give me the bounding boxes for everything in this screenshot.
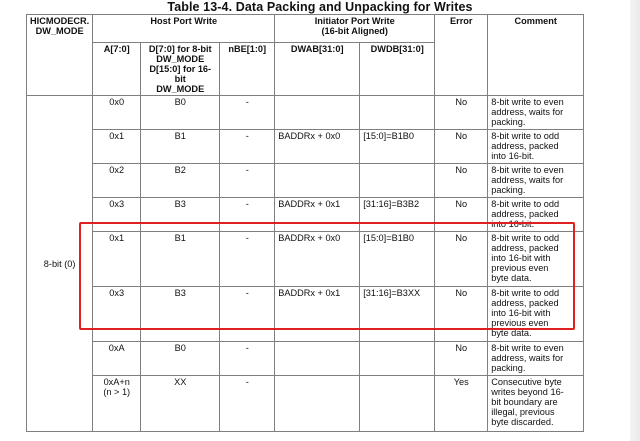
addr-cell: 0x3 <box>93 198 141 232</box>
error-cell: No <box>435 130 488 164</box>
page-edge <box>630 0 640 441</box>
dwab-cell <box>275 96 360 130</box>
addr-cell: 0x3 <box>93 287 141 342</box>
dwdb-cell <box>360 342 435 376</box>
dwdb-cell: [31:16]=B3B2 <box>360 198 435 232</box>
comment-cell: 8-bit write to odd address, packed into 16-bit. <box>488 198 584 232</box>
header-data-text: D[7:0] for 8-bit DW_MODE D[15:0] for 16-bit DW_MODE <box>148 44 212 94</box>
table-row <box>27 198 584 232</box>
header-nbe-text: nBE[1:0] <box>228 44 267 54</box>
addr-cell: 0x1 <box>93 130 141 164</box>
table-row <box>27 130 584 164</box>
dwdb-cell: [31:16]=B3XX <box>360 287 435 342</box>
error-cell: No <box>435 342 488 376</box>
dwab-cell: BADDRx + 0x0 <box>275 232 360 287</box>
comment-cell: 8-bit write to odd address, packed into 16-bit with previous even byte data. <box>488 232 584 287</box>
header-dwdb <box>360 43 435 96</box>
comment-cell: 8-bit write to odd address, packed into 16-bit with previous even byte data. <box>488 287 584 342</box>
error-cell: No <box>435 198 488 232</box>
data-packing-table <box>26 14 584 432</box>
header-addr-text: A[7:0] <box>103 44 130 54</box>
error-cell: Yes <box>435 376 488 432</box>
data-cell: XX <box>141 376 220 432</box>
nbe-cell: - <box>220 130 275 164</box>
error-cell: No <box>435 164 488 198</box>
data-cell: B0 <box>141 342 220 376</box>
header-initiator-text: Initiator Port Write (16-bit Aligned) <box>314 16 395 36</box>
header-addr <box>93 43 141 96</box>
comment-cell: 8-bit write to even address, waits for packing. <box>488 164 584 198</box>
error-cell: No <box>435 287 488 342</box>
data-cell: B0 <box>141 96 220 130</box>
comment-cell: 8-bit write to even address, waits for packing. <box>488 96 584 130</box>
header-data <box>141 43 220 96</box>
header-dwdb-text: DWDB[31:0] <box>370 44 424 54</box>
table-body <box>27 96 584 432</box>
header-mode-text: HICMODECR. DW_MODE <box>30 16 90 36</box>
nbe-cell: - <box>220 287 275 342</box>
dwab-cell <box>275 376 360 432</box>
table-row <box>27 287 584 342</box>
header-initiator-port-write <box>275 15 435 43</box>
addr-cell: 0xA <box>93 342 141 376</box>
nbe-cell: - <box>220 342 275 376</box>
header-error <box>435 15 488 96</box>
addr-cell: 0x1 <box>93 232 141 287</box>
addr-cell: 0xA+n (n > 1) <box>93 376 141 432</box>
nbe-cell: - <box>220 376 275 432</box>
table-row <box>27 376 584 432</box>
dwab-cell: BADDRx + 0x1 <box>275 287 360 342</box>
dwab-cell <box>275 164 360 198</box>
addr-cell: 0x2 <box>93 164 141 198</box>
nbe-cell: - <box>220 164 275 198</box>
error-cell: No <box>435 96 488 130</box>
data-cell: B3 <box>141 198 220 232</box>
table-row <box>27 232 584 287</box>
table-row <box>27 96 584 130</box>
header-nbe <box>220 43 275 96</box>
header-mode <box>27 15 93 96</box>
header-dwab-text: DWAB[31:0] <box>290 44 344 54</box>
header-comment <box>488 15 584 96</box>
dwdb-cell <box>360 376 435 432</box>
mode-value-cell: 8-bit (0) <box>27 96 93 432</box>
nbe-cell: - <box>220 96 275 130</box>
dwdb-cell: [15:0]=B1B0 <box>360 130 435 164</box>
dwab-cell: BADDRx + 0x0 <box>275 130 360 164</box>
data-cell: B3 <box>141 287 220 342</box>
header-dwab <box>275 43 360 96</box>
table-title: Table 13-4. Data Packing and Unpacking for Writes <box>167 0 473 14</box>
nbe-cell: - <box>220 232 275 287</box>
dwdb-cell <box>360 96 435 130</box>
data-cell: B1 <box>141 130 220 164</box>
header-host-text: Host Port Write <box>150 16 218 26</box>
dwdb-cell: [15:0]=B1B0 <box>360 232 435 287</box>
comment-cell: 8-bit write to even address, waits for packing. <box>488 342 584 376</box>
data-cell: B1 <box>141 232 220 287</box>
dwab-cell <box>275 342 360 376</box>
dwdb-cell <box>360 164 435 198</box>
comment-cell: Consecutive byte writes beyond 16- bit boundary are illegal, previous byte discarded. <box>488 376 584 432</box>
nbe-cell: - <box>220 198 275 232</box>
table-row <box>27 342 584 376</box>
header-host-port-write <box>93 15 275 43</box>
comment-cell: 8-bit write to odd address, packed into 16-bit. <box>488 130 584 164</box>
table-row <box>27 164 584 198</box>
data-cell: B2 <box>141 164 220 198</box>
header-error-text: Error <box>449 16 473 26</box>
error-cell: No <box>435 232 488 287</box>
dwab-cell: BADDRx + 0x1 <box>275 198 360 232</box>
header-comment-text: Comment <box>514 16 557 26</box>
addr-cell: 0x0 <box>93 96 141 130</box>
